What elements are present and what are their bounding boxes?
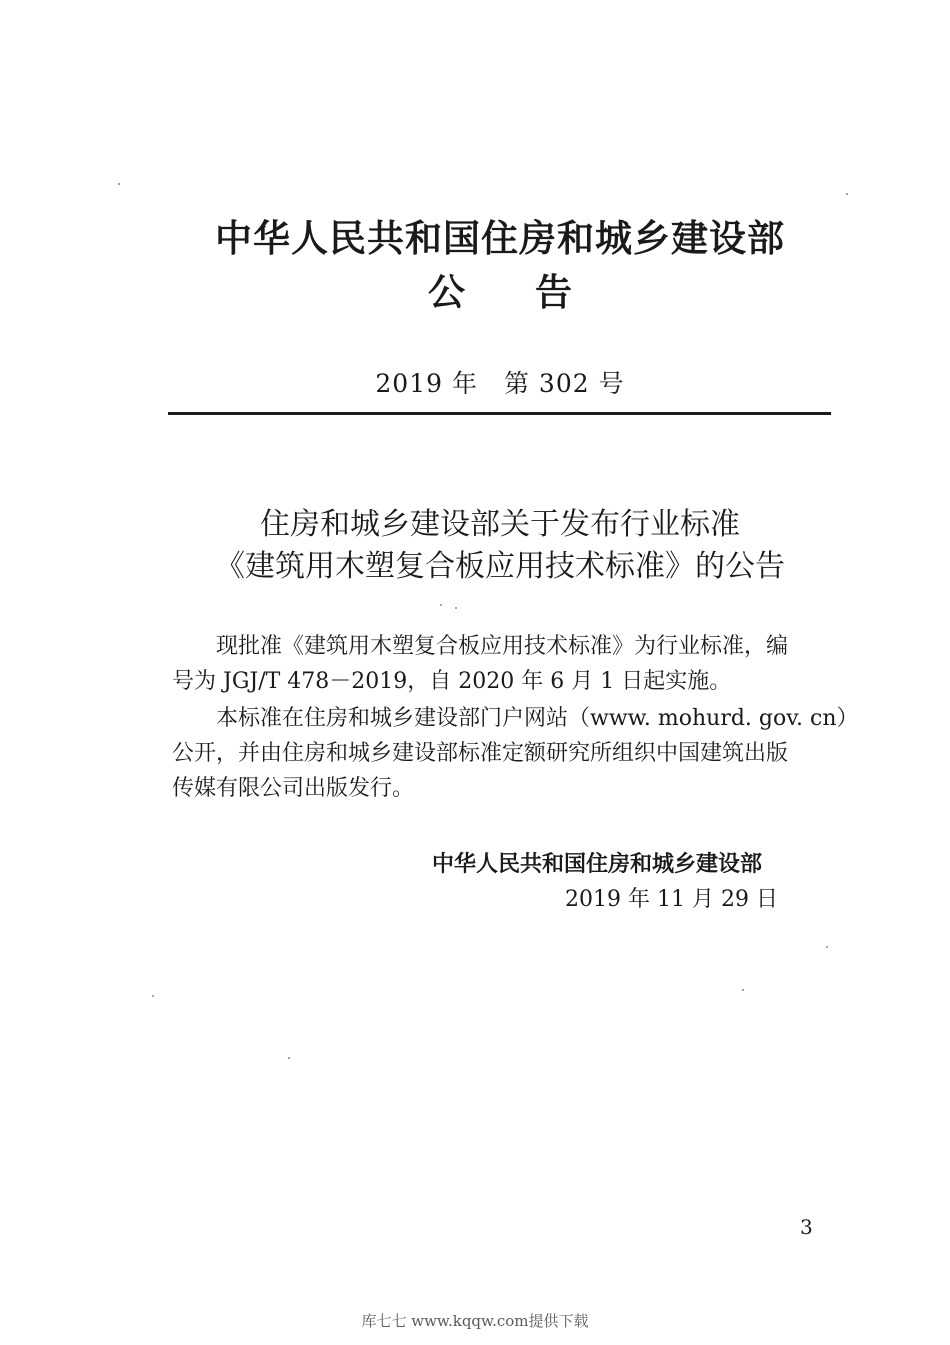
paragraph-1-line-1: 现批准《建筑用木塑复合板应用技术标准》为行业标准，编 [216, 634, 789, 659]
signature-date: 2019 年 11 月 29 日 [565, 887, 778, 912]
scan-speck [455, 607, 457, 609]
document-number: 2019 年 第 302 号 [375, 369, 625, 398]
body-paragraph-2 [172, 701, 859, 806]
header-divider [168, 412, 831, 415]
title-line-2: 《建筑用木塑复合板应用技术标准》的公告 [215, 549, 785, 584]
scan-speck [118, 183, 120, 185]
paragraph-2-line-3: 传媒有限公司出版发行。 [172, 776, 415, 801]
scan-speck [846, 193, 848, 195]
scan-speck [152, 995, 154, 997]
title-line-1: 住房和城乡建设部关于发布行业标准 [260, 507, 740, 542]
scan-speck [742, 989, 744, 991]
paragraph-1-line-2: 号为 JGJ/T 478－2019，自 2020 年 6 月 1 日起实施。 [172, 669, 732, 694]
announcement-heading: 公告 [428, 271, 642, 314]
scan-speck [288, 1057, 290, 1059]
body-paragraph-1 [172, 629, 832, 699]
scan-speck [440, 604, 442, 606]
scan-speck [826, 946, 828, 948]
paragraph-2-line-1: 本标准在住房和城乡建设部门户网站（www. mohurd. gov. cn） [216, 706, 859, 731]
download-footer: 库七七 www.kqqw.com提供下载 [361, 1312, 589, 1330]
page-number: 3 [800, 1215, 813, 1239]
signature-issuer: 中华人民共和国住房和城乡建设部 [432, 852, 763, 877]
paragraph-2-line-2: 公开，并由住房和城乡建设部标准定额研究所组织中国建筑出版 [172, 741, 789, 766]
ministry-heading: 中华人民共和国住房和城乡建设部 [215, 217, 785, 260]
